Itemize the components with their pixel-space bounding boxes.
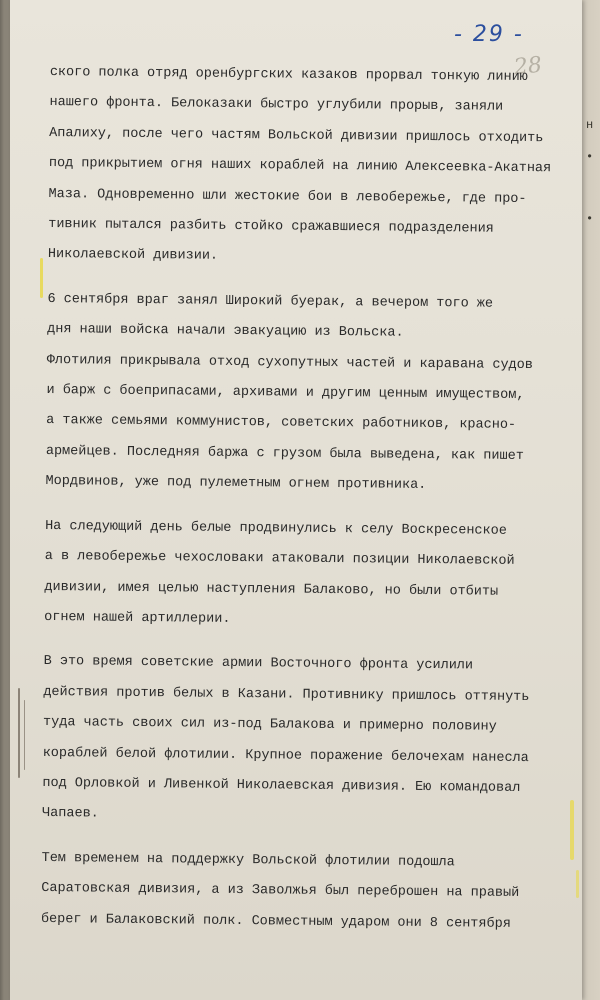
paragraph	[41, 844, 582, 941]
adjacent-page-mark: •	[586, 150, 594, 164]
text-line: Николаевской дивизии.	[47, 247, 219, 265]
text-line: кораблей белой флотилии. Крупное поражение белочехам нанесла	[42, 745, 529, 766]
pencil-margin-mark	[24, 700, 25, 770]
text-line: Апалиху, после чего частям Вольской дивизии пришлось отходить	[49, 125, 544, 146]
paragraph	[45, 285, 587, 503]
text-line: дня наши войска начали эвакуацию из Вольска.	[47, 322, 404, 341]
text-line: дивизии, имея целью наступления Балаково, но были отбиты	[44, 579, 499, 600]
text-line: 6 сентября враг занял Широкий буерак, а вечером того же	[47, 291, 494, 312]
text-line: Тем временем на поддержку Вольской флотилии подошла	[41, 850, 455, 871]
highlighter-margin-mark	[40, 258, 43, 298]
text-line: Саратовская дивизия, а из Заволжья был переброшен на правый	[41, 881, 520, 902]
text-line: а также семьями коммунистов, советских работников, красно-	[46, 413, 517, 434]
adjacent-page-mark: н	[586, 118, 594, 132]
adjacent-page-mark: •	[586, 212, 594, 226]
text-line: нашего фронта. Белоказаки быстро углубили прорыв, заняли	[49, 95, 504, 116]
text-line: Мордвинов, уже под пулеметным огнем противника.	[45, 474, 427, 494]
typewritten-text	[41, 58, 590, 941]
paragraph	[42, 647, 584, 835]
paragraph	[48, 58, 590, 276]
paragraph	[44, 512, 585, 639]
text-line: огнем нашей артиллерии.	[44, 609, 231, 627]
text-line: ского полка отряд оренбургских казаков прорвал тонкую линию	[49, 64, 528, 86]
text-line: действия против белых в Казани. Противнику пришлось оттянуть	[43, 684, 530, 705]
text-line: а в левобережье чехословаки атаковали позиции Николаевской	[44, 549, 515, 569]
text-line: Чапаев.	[42, 806, 99, 822]
text-line: На следующий день белые продвинулись к селу Воскресенское	[45, 518, 507, 539]
text-line: армейцев. Последняя баржа с грузом была выведена, как пишет	[45, 443, 524, 464]
text-line: туда часть своих сил из-под Балакова и примерно половину	[42, 715, 497, 735]
archive-pencil-number: 28	[512, 52, 544, 81]
text-line: Флотилия прикрывала отход сухопутных частей и каравана судов	[46, 352, 533, 373]
text-line: под прикрытием огня наших кораблей на линию Алексеевка-Акатная	[48, 156, 552, 177]
text-line: тивник пытался разбить стойко сражавшиеся подразделения	[48, 217, 494, 237]
text-line: В это время советские армии Восточного фронта усилили	[43, 654, 474, 674]
text-line: берег и Балаковский полк. Совместным ударом они 8 сентября	[40, 911, 511, 932]
page-number: - 29 -	[454, 22, 524, 47]
text-line: Маза. Одновременно шли жестокие бои в левобережье, где про-	[48, 186, 527, 207]
text-line: под Орловкой и Ливенкой Николаевская дивизия. Ею командовал	[42, 775, 521, 796]
pencil-margin-mark	[18, 688, 20, 778]
document-sheet	[10, 0, 582, 1000]
text-line: и барж с боеприпасами, архивами и другим ценным имуществом,	[46, 383, 525, 404]
